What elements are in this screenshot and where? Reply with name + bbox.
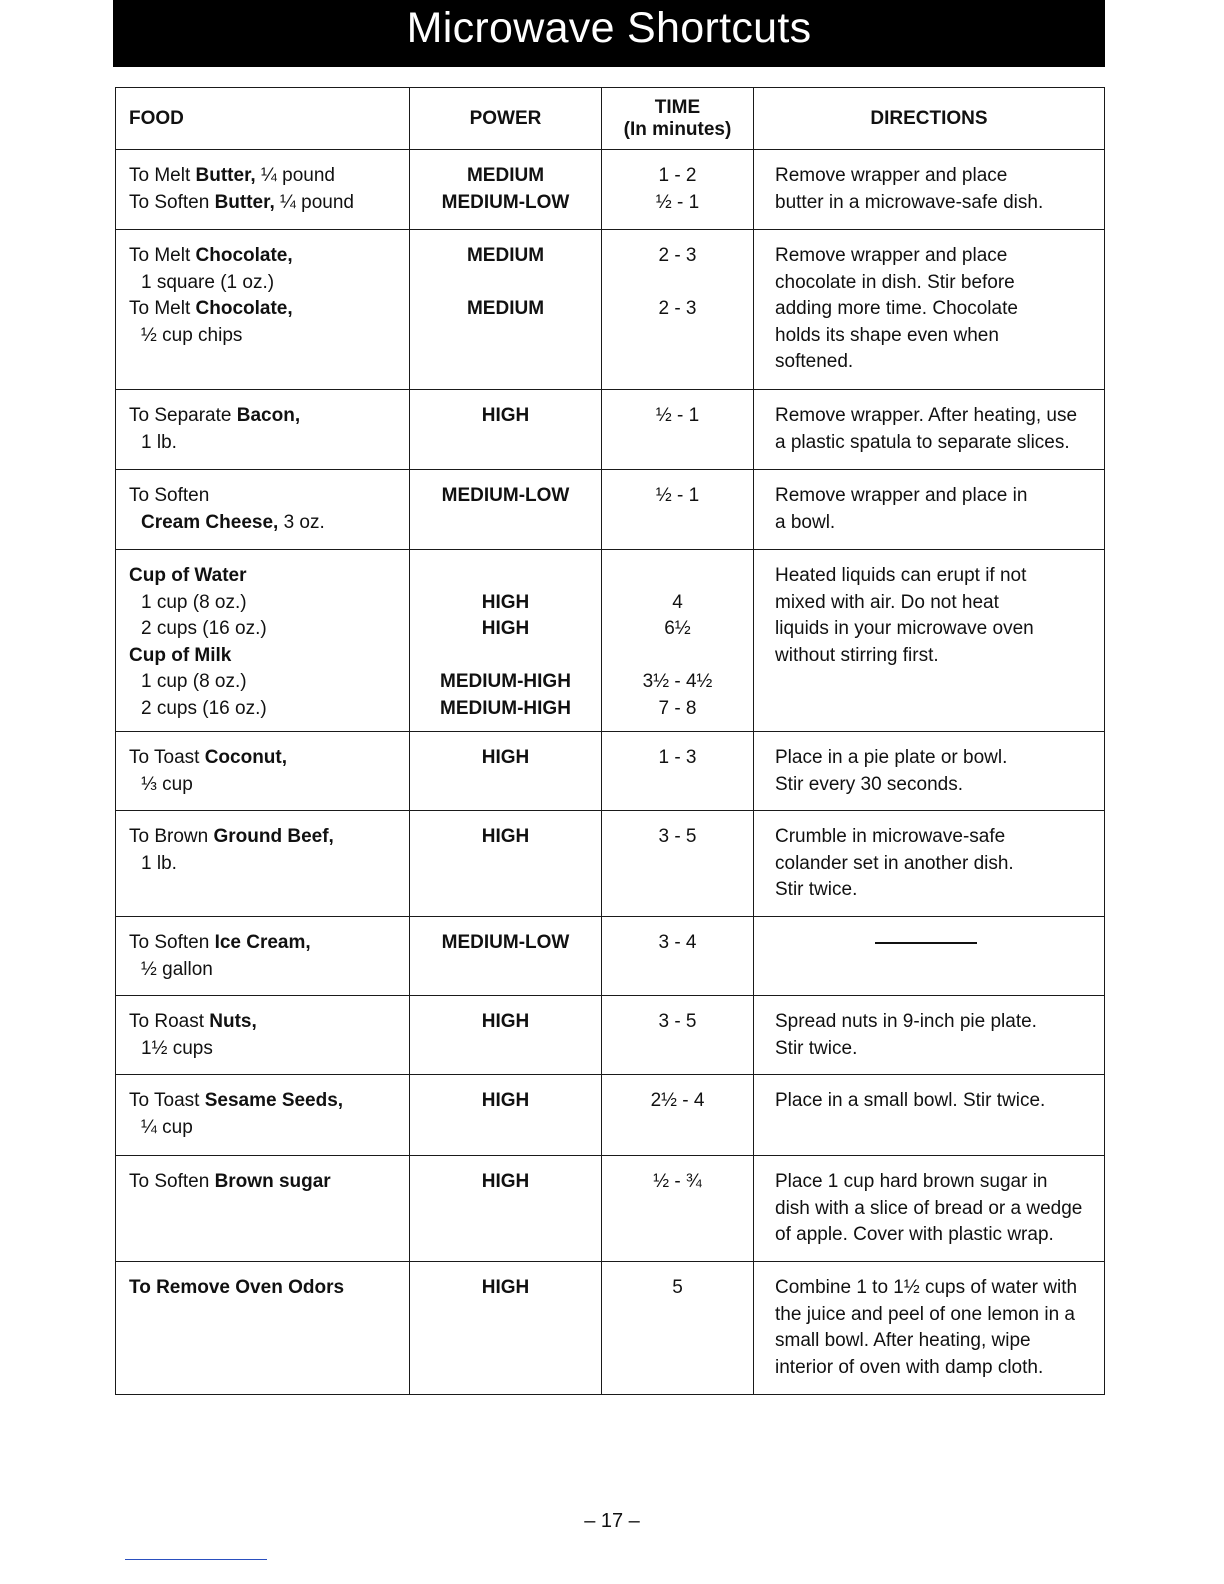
directions-line: Stir every 30 seconds. <box>775 773 963 795</box>
food-text: To Soften <box>129 485 210 506</box>
food-text: To Toast <box>129 1090 205 1111</box>
directions-line: mixed with air. Do not heat <box>775 591 999 613</box>
directions-line: of apple. Cover with plastic wrap. <box>775 1224 1054 1245</box>
power-level: MEDIUM <box>466 165 545 186</box>
food-item-name: Sesame Seeds, <box>204 1090 344 1111</box>
power-cell <box>410 390 602 470</box>
food-text: ¼ pound <box>274 191 354 213</box>
power-level: MEDIUM-HIGH <box>440 697 571 719</box>
food-line <box>129 669 405 696</box>
food-text: 1½ cups <box>141 1037 213 1059</box>
food-line <box>129 1036 405 1063</box>
food-text: ⅓ cup <box>141 773 193 795</box>
directions-cell <box>754 470 1105 550</box>
food-text: 2 cups (16 oz.) <box>141 697 267 719</box>
time-value: ½ - ¾ <box>653 1171 702 1192</box>
directions-line: Heated liquids can erupt if not <box>775 565 1027 586</box>
food-text: To Roast <box>129 1011 210 1032</box>
power-cell <box>410 150 602 230</box>
header-time <box>602 88 754 150</box>
header-time-unit: (In minutes) <box>623 118 732 140</box>
directions-cell <box>754 1262 1105 1395</box>
directions-line: Place 1 cup hard brown sugar in <box>775 1171 1048 1192</box>
food-item-name: Butter, <box>195 165 256 186</box>
food-line <box>129 270 405 297</box>
time-cell <box>602 996 754 1075</box>
food-line <box>129 1169 405 1196</box>
food-cell <box>116 230 410 390</box>
food-item-name: Brown sugar <box>214 1171 331 1192</box>
power-level: MEDIUM-HIGH <box>440 671 571 692</box>
power-level: HIGH <box>481 618 530 639</box>
food-text: 3 oz. <box>278 511 325 533</box>
food-line <box>129 696 405 723</box>
time-cell <box>602 917 754 996</box>
directions-line: holds its shape even when <box>775 324 999 346</box>
power-cell <box>410 1262 602 1395</box>
time-cell <box>602 1262 754 1395</box>
table-row <box>116 230 1105 390</box>
food-item-name: Chocolate, <box>195 298 293 319</box>
directions-line: Remove wrapper. After heating, use <box>775 405 1078 426</box>
header-food: FOOD <box>116 88 410 150</box>
directions-line: Combine 1 to 1½ cups of water with <box>775 1277 1078 1298</box>
food-text: 1 lb. <box>141 852 177 874</box>
shortcuts-table <box>115 87 1105 1395</box>
time-cell <box>602 732 754 811</box>
directions-line: butter in a microwave-safe dish. <box>775 191 1044 213</box>
food-text: 1 cup (8 oz.) <box>141 591 247 613</box>
header-directions: DIRECTIONS <box>754 88 1105 150</box>
table-row <box>116 550 1105 732</box>
food-item-name: Cup of Milk <box>129 644 232 666</box>
food-item-name: Ground Beef, <box>213 826 334 847</box>
time-cell <box>602 390 754 470</box>
food-text: To Toast <box>129 747 205 768</box>
power-level: HIGH <box>481 1171 530 1192</box>
food-item-name: Cream Cheese, <box>141 511 279 533</box>
table-row <box>116 470 1105 550</box>
time-cell <box>602 1075 754 1156</box>
table-row <box>116 390 1105 470</box>
table-row <box>116 1075 1105 1156</box>
time-value: 7 - 8 <box>658 697 697 719</box>
time-value: 5 <box>672 1277 683 1298</box>
time-cell <box>602 230 754 390</box>
food-item-name: Butter, <box>214 191 275 213</box>
power-level <box>410 643 601 670</box>
food-item-name: Coconut, <box>204 747 288 768</box>
directions-line: dish with a slice of bread or a wedge <box>775 1197 1083 1219</box>
food-text: To Soften <box>129 932 215 953</box>
food-text: 1 square (1 oz.) <box>141 271 275 293</box>
food-line <box>129 483 405 510</box>
power-level: HIGH <box>481 405 530 426</box>
food-text: To Separate <box>129 405 237 426</box>
food-text: To Melt <box>129 245 196 266</box>
directions-cell <box>754 1156 1105 1262</box>
power-level: MEDIUM-LOW <box>441 932 570 953</box>
food-line <box>129 1115 405 1142</box>
food-line <box>129 190 405 217</box>
food-text: ¼ cup <box>141 1116 193 1138</box>
food-text: ½ cup chips <box>141 324 243 346</box>
table-row <box>116 732 1105 811</box>
power-cell <box>410 811 602 917</box>
food-line <box>129 510 405 537</box>
power-cell <box>410 230 602 390</box>
directions-line: a bowl. <box>775 511 836 533</box>
time-value: 2½ - 4 <box>650 1090 705 1111</box>
time-value: ½ - 1 <box>655 485 700 506</box>
time-value: 1 - 3 <box>658 747 697 768</box>
time-cell <box>602 811 754 917</box>
power-level <box>410 563 601 590</box>
food-item-name: To Remove Oven Odors <box>129 1277 345 1298</box>
food-text: 1 cup (8 oz.) <box>141 671 247 692</box>
no-directions-dash <box>875 942 977 944</box>
time-value: 3½ - 4½ <box>642 671 713 692</box>
directions-cell <box>754 230 1105 390</box>
time-value: 2 - 3 <box>658 245 697 266</box>
time-value: 3 - 5 <box>658 1011 697 1032</box>
food-line <box>129 243 405 270</box>
power-level: HIGH <box>481 826 530 847</box>
food-line <box>129 1275 405 1302</box>
power-cell <box>410 470 602 550</box>
directions-cell <box>754 390 1105 470</box>
time-value: 6½ <box>664 618 691 639</box>
time-value: 4 <box>672 591 683 613</box>
food-line <box>129 745 405 772</box>
directions-line: softened. <box>775 351 854 372</box>
directions-line: interior of oven with damp cloth. <box>775 1356 1044 1378</box>
table-row <box>116 811 1105 917</box>
power-level: MEDIUM-LOW <box>441 485 570 506</box>
time-value <box>602 270 753 297</box>
power-level: HIGH <box>481 1277 530 1298</box>
food-text: To Brown <box>129 826 214 847</box>
food-item-name: Cup of Water <box>129 565 247 586</box>
food-line <box>129 1009 405 1036</box>
directions-line: Remove wrapper and place <box>775 165 1008 186</box>
food-line <box>129 430 405 457</box>
food-line <box>129 772 405 799</box>
power-level: MEDIUM <box>466 298 545 319</box>
food-cell <box>116 1262 410 1395</box>
food-text: 1 lb. <box>141 431 177 453</box>
table-body <box>116 150 1105 1395</box>
time-value <box>602 563 753 590</box>
time-cell <box>602 470 754 550</box>
food-cell <box>116 150 410 230</box>
power-cell <box>410 732 602 811</box>
directions-cell <box>754 996 1105 1075</box>
food-cell <box>116 732 410 811</box>
directions-line: Stir twice. <box>775 879 858 900</box>
food-text: To Soften <box>129 1171 215 1192</box>
directions-line: without stirring first. <box>775 644 939 666</box>
power-level <box>410 270 601 297</box>
food-line <box>129 296 405 323</box>
food-line <box>129 563 405 590</box>
time-cell <box>602 1156 754 1262</box>
power-cell <box>410 1156 602 1262</box>
directions-line: liquids in your microwave oven <box>775 618 1034 639</box>
time-value <box>602 643 753 670</box>
directions-line: a plastic spatula to separate slices. <box>775 431 1070 453</box>
food-cell <box>116 470 410 550</box>
power-cell <box>410 1075 602 1156</box>
time-value: 2 - 3 <box>658 298 697 319</box>
food-cell <box>116 1075 410 1156</box>
food-line <box>129 403 405 430</box>
page-title: Microwave Shortcuts <box>113 0 1105 67</box>
food-text: ½ gallon <box>141 958 213 980</box>
food-line <box>129 824 405 851</box>
page-number: – 17 – <box>584 1510 640 1532</box>
food-item-name: Nuts, <box>209 1011 257 1032</box>
power-level: HIGH <box>481 1090 530 1111</box>
food-text: 2 cups (16 oz.) <box>141 618 267 639</box>
food-cell <box>116 1156 410 1262</box>
food-item-name: Bacon, <box>236 405 301 426</box>
table-row <box>116 150 1105 230</box>
table-row <box>116 1156 1105 1262</box>
table-row <box>116 1262 1105 1395</box>
time-cell <box>602 150 754 230</box>
directions-line: Place in a pie plate or bowl. <box>775 747 1008 768</box>
time-value: 1 - 2 <box>658 165 697 186</box>
directions-line: the juice and peel of one lemon in a <box>775 1303 1075 1325</box>
food-item-name: Ice Cream, <box>214 932 311 953</box>
food-line <box>129 930 405 957</box>
directions-cell <box>754 732 1105 811</box>
food-line <box>129 643 405 670</box>
table-header-row <box>116 88 1105 150</box>
directions-line: colander set in another dish. <box>775 852 1014 874</box>
food-item-name: Chocolate, <box>195 245 293 266</box>
power-level: MEDIUM-LOW <box>441 191 570 213</box>
time-value: ½ - 1 <box>655 405 700 426</box>
food-text: To Melt <box>129 298 196 319</box>
power-level: HIGH <box>481 1011 530 1032</box>
directions-line: Remove wrapper and place in <box>775 485 1028 506</box>
food-text: ¼ pound <box>255 165 335 186</box>
food-text: To Soften <box>129 191 215 213</box>
power-cell <box>410 917 602 996</box>
food-line <box>129 851 405 878</box>
food-line <box>129 1088 405 1115</box>
food-line <box>129 616 405 643</box>
header-time-label: TIME <box>654 96 701 118</box>
directions-line: Crumble in microwave-safe <box>775 826 1006 847</box>
time-value: 3 - 5 <box>658 826 697 847</box>
time-value: ½ - 1 <box>655 191 700 213</box>
power-level: MEDIUM <box>466 245 545 266</box>
power-cell <box>410 550 602 732</box>
directions-cell <box>754 550 1105 732</box>
food-cell <box>116 996 410 1075</box>
directions-line: Place in a small bowl. Stir twice. <box>775 1090 1046 1111</box>
food-cell <box>116 917 410 996</box>
food-text: To Melt <box>129 165 196 186</box>
directions-line: chocolate in dish. Stir before <box>775 271 1015 293</box>
food-line <box>129 957 405 984</box>
directions-line: adding more time. Chocolate <box>775 298 1018 319</box>
directions-line: Spread nuts in 9-inch pie plate. <box>775 1011 1037 1032</box>
time-cell <box>602 550 754 732</box>
food-line <box>129 163 405 190</box>
directions-line: Stir twice. <box>775 1037 858 1059</box>
table-row <box>116 917 1105 996</box>
directions-cell <box>754 811 1105 917</box>
footer-rule <box>125 1559 267 1560</box>
power-cell <box>410 996 602 1075</box>
directions-cell <box>754 150 1105 230</box>
food-cell <box>116 811 410 917</box>
time-value: 3 - 4 <box>658 932 697 953</box>
power-level: HIGH <box>481 591 530 613</box>
directions-line: Remove wrapper and place <box>775 245 1008 266</box>
food-line <box>129 590 405 617</box>
table-row <box>116 996 1105 1075</box>
power-level: HIGH <box>481 747 530 768</box>
header-power: POWER <box>410 88 602 150</box>
directions-line: small bowl. After heating, wipe <box>775 1330 1031 1351</box>
food-cell <box>116 550 410 732</box>
food-cell <box>116 390 410 470</box>
directions-cell <box>754 1075 1105 1156</box>
directions-cell <box>754 917 1105 996</box>
food-line <box>129 323 405 350</box>
